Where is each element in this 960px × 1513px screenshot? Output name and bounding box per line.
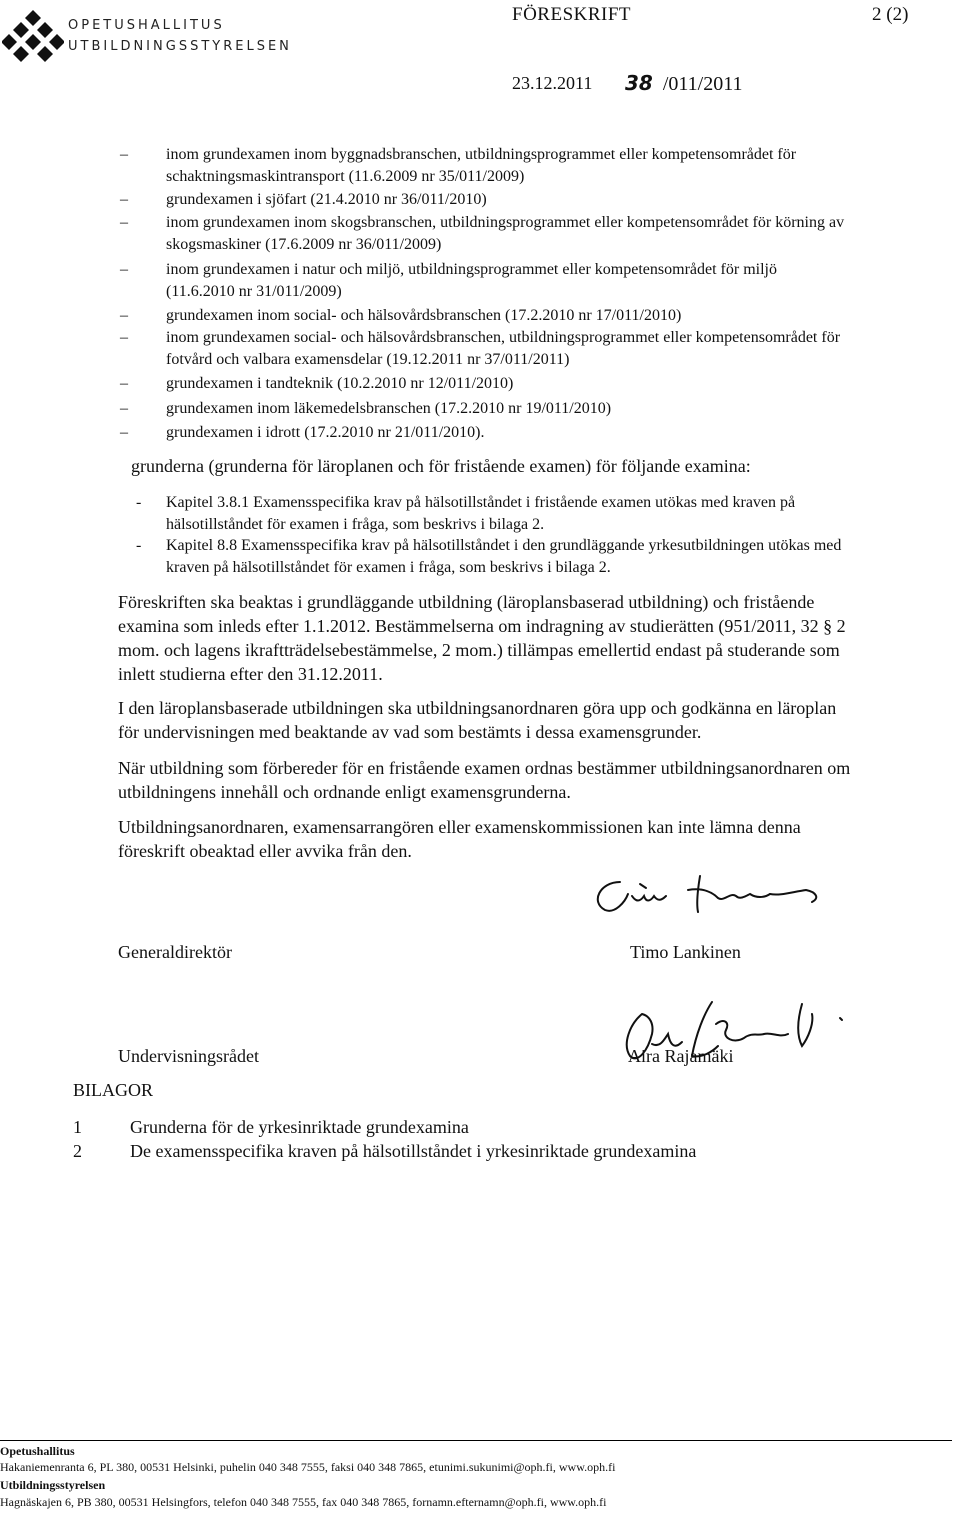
- footer-address-fi: Hakaniemenranta 6, PL 380, 00531 Helsinki, puhelin 040 348 7555, faksi 040 348 7865, etunimi.sukunimi@oph.fi, www.oph.fi: [0, 1460, 616, 1474]
- registration-handwritten: 38: [625, 71, 653, 95]
- attachment-number: 2: [73, 1141, 82, 1161]
- list-item-line: inom grundexamen i natur och miljö, utbildningsprogrammet eller kompetensområdet för miljö: [166, 261, 777, 278]
- list-item-line: kraven på hälsotillståndet för examen i fråga, som beskrivs i bilaga 2.: [166, 559, 611, 576]
- footer-org-fi: Opetushallitus: [0, 1444, 75, 1458]
- signatory-name: Aira Rajamäki: [628, 1046, 734, 1066]
- list-item-line: fotvård och valbara examensdelar (19.12.2011 nr 37/011/2011): [166, 351, 570, 368]
- list-item-line: grundexamen i idrott (17.2.2010 nr 21/011/2010).: [166, 424, 485, 441]
- paragraph-line: mom. och lagens ikraftträdelsebestämmelse, 2 mom.) tillämpas emellertid endast på studerande som: [118, 640, 840, 660]
- list-dash: –: [120, 214, 128, 231]
- paragraph-line: föreskrift obeaktad eller avvika från den.: [118, 841, 412, 861]
- document-date: 23.12.2011: [512, 73, 593, 93]
- list-dash: –: [120, 146, 128, 163]
- paragraph-line: Utbildningsanordnaren, examensarrangören eller examenskommissionen kan inte lämna denna: [118, 817, 801, 837]
- signatory-title: Generaldirektör: [118, 942, 232, 962]
- list-item-line: grundexamen inom läkemedelsbranschen (17.2.2010 nr 19/011/2010): [166, 400, 612, 417]
- list-dash: –: [120, 191, 128, 208]
- registration-number: [625, 71, 742, 96]
- list-dash: –: [120, 329, 128, 346]
- footer-address-sv: Hagnäskajen 6, PB 380, 00531 Helsingfors, telefon 040 348 7555, fax 040 348 7865, fornamn.efternamn@oph.fi, www.oph.fi: [0, 1495, 607, 1509]
- paragraph: [118, 696, 958, 744]
- paragraph-line: utbildningens innehåll och ordnande enligt examensgrunderna.: [118, 782, 571, 802]
- list-dash: -: [136, 537, 142, 554]
- org-name-sv: UTBILDNINGSSTYRELSEN: [68, 39, 292, 54]
- paragraph-line: examina som inleds efter 1.1.2012. Bestämmelserna om indragning av studierätten (951/2011, 32 § 2: [118, 616, 846, 636]
- paragraph-line: inlett studierna efter den 31.12.2011.: [118, 664, 383, 684]
- paragraph-line: I den läroplansbaserade utbildningen ska utbildningsanordnaren göra upp och godkänna en läroplan: [118, 698, 837, 718]
- org-name-fi: OPETUSHALLITUS: [68, 18, 225, 33]
- list-item-line: schaktningsmaskintransport (11.6.2009 nr 35/011/2009): [166, 168, 525, 185]
- list-item-line: Kapitel 8.8 Examensspecifika krav på hälsotillståndet i den grundläggande yrkesutbildningen utökas med: [166, 537, 842, 554]
- attachment-number: 1: [73, 1117, 82, 1137]
- footer-org-sv: Utbildningsstyrelsen: [0, 1478, 106, 1492]
- list-dash: –: [120, 375, 128, 392]
- paragraph-line: Föreskriften ska beaktas i grundläggande utbildning (läroplansbaserad utbildning) och fristående: [118, 592, 815, 612]
- list-dash: -: [136, 494, 142, 511]
- list-item-line: grundexamen i sjöfart (21.4.2010 nr 36/011/2010): [166, 191, 487, 208]
- logo-icon: [2, 6, 64, 68]
- list-dash: –: [120, 307, 128, 324]
- document-type: FÖRESKRIFT: [512, 4, 632, 25]
- paragraph-line: för undervisningen med beaktande av vad som bestämts i dessa examensgrunder.: [118, 722, 702, 742]
- list-item-line: (11.6.2010 nr 31/011/2009): [166, 283, 342, 300]
- registration-rest: /011/2011: [662, 73, 743, 95]
- list-item-line: inom grundexamen inom skogsbranschen, utbildningsprogrammet eller kompetensområdet för körning av: [166, 214, 845, 231]
- list-dash: –: [120, 261, 128, 278]
- paragraph: [118, 756, 958, 804]
- attachment-title: Grunderna för de yrkesinriktade grundexamina: [130, 1117, 469, 1137]
- list-item-line: grundexamen i tandteknik (10.2.2010 nr 12/011/2010): [166, 375, 514, 392]
- paragraph: [118, 815, 958, 863]
- list-item-line: grundexamen inom social- och hälsovårdsbranschen (17.2.2010 nr 17/011/2010): [166, 307, 682, 324]
- attachment-title: De examensspecifika kraven på hälsotillståndet i yrkesinriktade grundexamina: [130, 1141, 697, 1161]
- signatory-name: Timo Lankinen: [630, 942, 741, 962]
- paragraph: [118, 590, 958, 686]
- list-item-line: Kapitel 3.8.1 Examensspecifika krav på hälsotillståndet i fristående examen utökas med kraven på: [166, 494, 796, 511]
- paragraph-line: När utbildning som förbereder för en fristående examen ordnas bestämmer utbildningsanordnaren om: [118, 758, 851, 778]
- signatory-title: Undervisningsrådet: [118, 1046, 259, 1066]
- footer-divider: [0, 1440, 952, 1441]
- list-dash: –: [120, 424, 128, 441]
- attachments-heading: BILAGOR: [73, 1080, 153, 1100]
- signature-lankinen-icon: [580, 862, 860, 922]
- list-item-line: skogsmaskiner (17.6.2009 nr 36/011/2009): [166, 236, 442, 253]
- list-item-line: hälsotillståndet för examen i fråga, som beskrivs i bilaga 2.: [166, 516, 545, 533]
- intro-sentence: grunderna (grunderna för läroplanen och för fristående examen) för följande examina:: [131, 456, 751, 476]
- list-item-line: inom grundexamen social- och hälsovårdsbranschen, utbildningsprogrammet eller kompetensområdet för: [166, 329, 841, 346]
- page-number: 2 (2): [872, 4, 909, 25]
- list-dash: –: [120, 400, 128, 417]
- list-item-line: inom grundexamen inom byggnadsbranschen, utbildningsprogrammet eller kompetensområdet för: [166, 146, 797, 163]
